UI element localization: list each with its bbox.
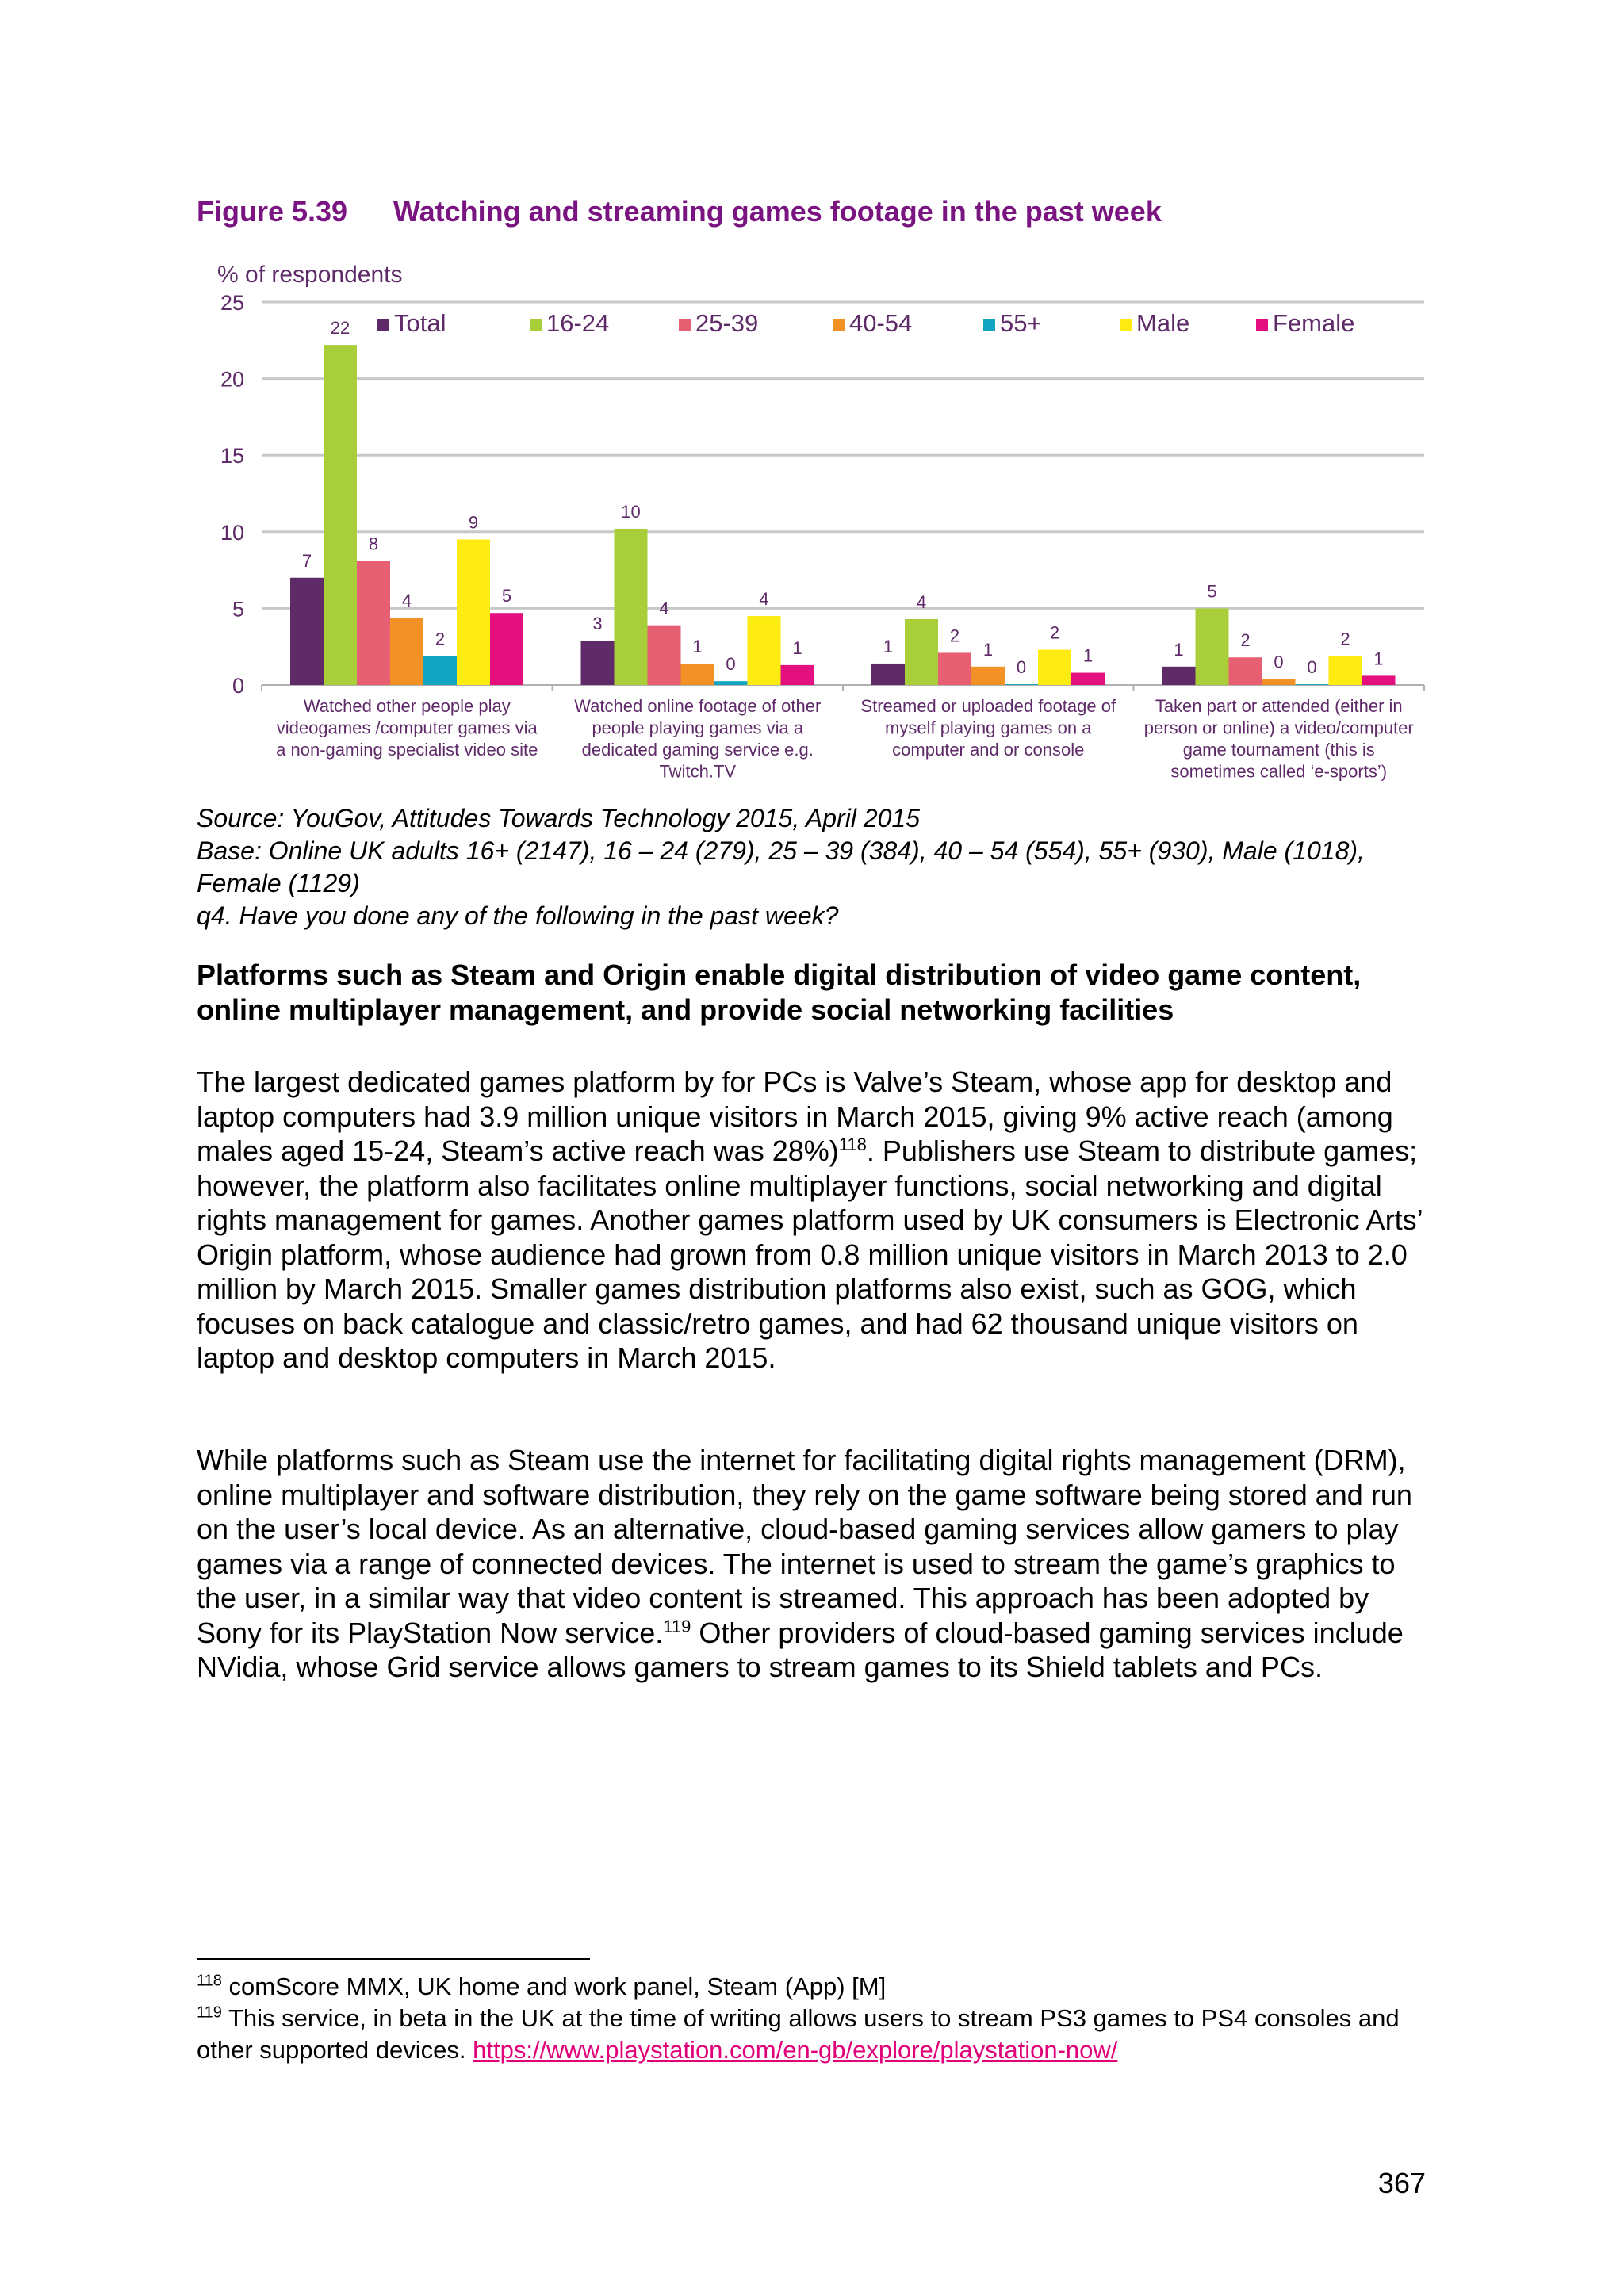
- data-label: 1: [1174, 639, 1184, 660]
- legend-label: 55+: [1000, 309, 1042, 337]
- bar-male: [1038, 650, 1071, 685]
- bar-male: [748, 616, 781, 685]
- footnote-text: This service, in beta in the UK at the time of writing allows users to stream PS3 games to PS4 consoles and other supported devices.: [197, 2004, 1400, 2064]
- y-tick-label: 25: [220, 291, 244, 315]
- bar-male: [457, 539, 490, 685]
- paragraph-steam: [197, 1065, 1434, 1376]
- bar-16-24: [324, 345, 357, 685]
- bar-16-24: [905, 619, 938, 685]
- footnote-ref-118[interactable]: 118: [838, 1135, 867, 1154]
- x-category-label: sometimes called ‘e-sports’): [1170, 761, 1388, 782]
- legend-swatch: [1120, 319, 1132, 331]
- data-label: 3: [592, 613, 603, 633]
- legend-swatch: [1256, 319, 1268, 331]
- bar-55+: [1005, 684, 1038, 685]
- data-label: 0: [1307, 657, 1317, 678]
- y-tick-label: 0: [232, 674, 244, 698]
- legend-label: 16-24: [546, 309, 610, 337]
- data-label: 1: [1082, 645, 1094, 666]
- bar-female: [490, 613, 523, 685]
- data-label: 2: [1340, 629, 1350, 649]
- data-label: 0: [1016, 657, 1027, 678]
- data-label: 4: [659, 598, 669, 618]
- bar-male: [1329, 656, 1362, 685]
- paragraph-cloud-gaming: [197, 1443, 1434, 1685]
- bar-40-54: [1262, 679, 1296, 685]
- legend-label: Male: [1136, 309, 1190, 337]
- bar-16-24: [615, 529, 648, 685]
- y-tick-label: 5: [232, 597, 244, 622]
- y-tick-label: 20: [220, 367, 244, 392]
- data-label: 2: [435, 629, 446, 649]
- x-category-label: people playing games via a: [592, 718, 804, 738]
- bar-25-39: [648, 626, 681, 685]
- data-label: 0: [1274, 652, 1284, 672]
- data-label: 5: [501, 586, 512, 607]
- data-label: 0: [726, 654, 736, 675]
- paragraph-text: While platforms such as Steam use the internet for facilitating digital rights management (DRM), online multiplayer and software distribution, they rely on the game software being stored and run on the user’s local device. As an alternative, cloud-based gaming services allow gamers to play games via a range of connected devices. The internet is used to stream the game’s graphics to the user, in a similar way that video content is streamed. This approach has been adopted by Sony for its PlayStation Now service.: [197, 1444, 1412, 1649]
- footnote-118: [197, 1971, 1450, 2003]
- legend-label: Total: [394, 309, 446, 337]
- legend-label: 25-39: [695, 309, 759, 337]
- legend-swatch: [530, 319, 542, 331]
- x-category-label: Watched online footage of other: [574, 696, 822, 716]
- data-label: 10: [621, 501, 641, 522]
- bar-55+: [714, 681, 748, 685]
- footnote-ref-119[interactable]: 119: [663, 1616, 691, 1636]
- data-label: 2: [949, 626, 960, 646]
- figure-title: [197, 195, 1162, 228]
- figure-caption: Watching and streaming games footage in the past week: [393, 195, 1162, 228]
- legend-label: 40-54: [849, 309, 913, 337]
- figure-number: Figure 5.39: [197, 195, 348, 228]
- footnote-number: 119: [197, 2003, 222, 2022]
- legend-swatch: [377, 319, 389, 331]
- footnote-text: comScore MMX, UK home and work panel, Steam (App) [M]: [221, 1973, 887, 2000]
- x-category-label: game tournament (this is: [1182, 740, 1375, 760]
- y-axis-title: % of respondents: [217, 262, 403, 288]
- data-label: 4: [759, 589, 769, 610]
- data-label: 5: [1207, 581, 1217, 602]
- bar-chart: [198, 252, 1435, 791]
- data-label: 1: [883, 636, 894, 656]
- x-category-label: dedicated gaming service e.g.: [581, 740, 814, 760]
- data-label: 8: [368, 534, 379, 554]
- bar-16-24: [1196, 608, 1229, 685]
- section-heading: Platforms such as Steam and Origin enable digital distribution of video game content, online multiplayer management, and provide social networking facilities: [197, 959, 1362, 1026]
- data-label: 1: [982, 639, 994, 660]
- x-category-label: Watched other people play: [303, 696, 511, 716]
- bar-55+: [1296, 684, 1329, 685]
- bar-total: [871, 664, 905, 685]
- data-label: 7: [301, 550, 312, 571]
- bar-40-54: [390, 618, 423, 685]
- data-label: 1: [792, 637, 802, 658]
- legend-swatch: [983, 319, 995, 331]
- footnote-divider: [197, 1958, 590, 1960]
- data-label: 9: [468, 512, 479, 533]
- bar-40-54: [681, 664, 714, 685]
- bar-total: [1162, 667, 1196, 685]
- page-number: 367: [1377, 2167, 1426, 2199]
- data-label: 2: [1049, 622, 1060, 643]
- playstation-now-link[interactable]: https://www.playstation.com/en-gb/explore/playstation-now/: [473, 2036, 1118, 2064]
- x-category-label: Twitch.TV: [659, 761, 737, 782]
- legend-label: Female: [1273, 309, 1355, 337]
- question-line: q4. Have you done any of the following in the past week?: [197, 901, 839, 930]
- bar-female: [1071, 673, 1105, 685]
- data-label: 1: [1373, 649, 1384, 669]
- bar-25-39: [357, 561, 390, 685]
- bar-40-54: [971, 667, 1005, 685]
- x-category-label: computer and or console: [892, 740, 1085, 760]
- bar-55+: [423, 656, 457, 685]
- data-label: 2: [1240, 630, 1251, 651]
- y-tick-label: 15: [220, 444, 244, 469]
- data-label: 1: [692, 636, 703, 656]
- data-label: 22: [330, 318, 350, 339]
- bar-total: [290, 578, 324, 685]
- paragraph-text: Other providers of cloud-based gaming services include NVidia, whose Grid service allows gamers to stream games to its Shield tablets and PCs.: [197, 1616, 1404, 1683]
- figure-source: [197, 802, 1434, 932]
- footnote-number: 118: [197, 1972, 222, 1990]
- bar-total: [581, 641, 615, 685]
- paragraph-text: . Publishers use Steam to distribute games; however, the platform also facilitates online multiplayer functions, social networking and digital rights management for games. Another games platform used by UK consumers is Electronic Arts’ Origin platform, whose audience had grown from 0.8 million unique visitors in March 2013 to 2.0 million by March 2015. Smaller games distribution platforms also exist, such as GOG, which focuses on back catalogue and classic/retro games, and had 62 thousand unique visitors on laptop and desktop computers in March 2015.: [197, 1135, 1423, 1374]
- data-label: 4: [916, 591, 927, 612]
- x-category-label: person or online) a video/computer: [1143, 718, 1414, 738]
- x-category-label: a non-gaming specialist video site: [276, 740, 538, 760]
- footnote-119: [197, 2003, 1450, 2066]
- bar-female: [1362, 675, 1396, 685]
- legend-swatch: [679, 319, 691, 331]
- source-line: Source: YouGov, Attitudes Towards Technology 2015, April 2015: [197, 804, 920, 832]
- data-label: 4: [401, 590, 412, 610]
- base-line: Base: Online UK adults 16+ (2147), 16 – 24 (279), 25 – 39 (384), 40 – 54 (554), 55+ (930), Male (1018), Female (1129): [197, 836, 1365, 897]
- bar-25-39: [1229, 657, 1262, 685]
- paragraph-text: The largest dedicated games platform by for PCs is Valve’s Steam, whose app for desktop and laptop computers had 3.9 million unique visitors in March 2015, giving 9% active reach (among males aged 15-24, Steam’s active reach was 28%): [197, 1066, 1393, 1167]
- x-category-label: videogames /computer games via: [276, 718, 538, 738]
- bar-female: [781, 665, 814, 685]
- y-tick-label: 10: [220, 520, 244, 545]
- x-category-label: Streamed or uploaded footage of: [860, 696, 1116, 716]
- bar-25-39: [938, 652, 971, 685]
- x-category-label: myself playing games on a: [885, 718, 1092, 738]
- footnotes: [197, 1971, 1450, 2066]
- legend-swatch: [833, 319, 845, 331]
- x-category-label: Taken part or attended (either in: [1155, 696, 1403, 716]
